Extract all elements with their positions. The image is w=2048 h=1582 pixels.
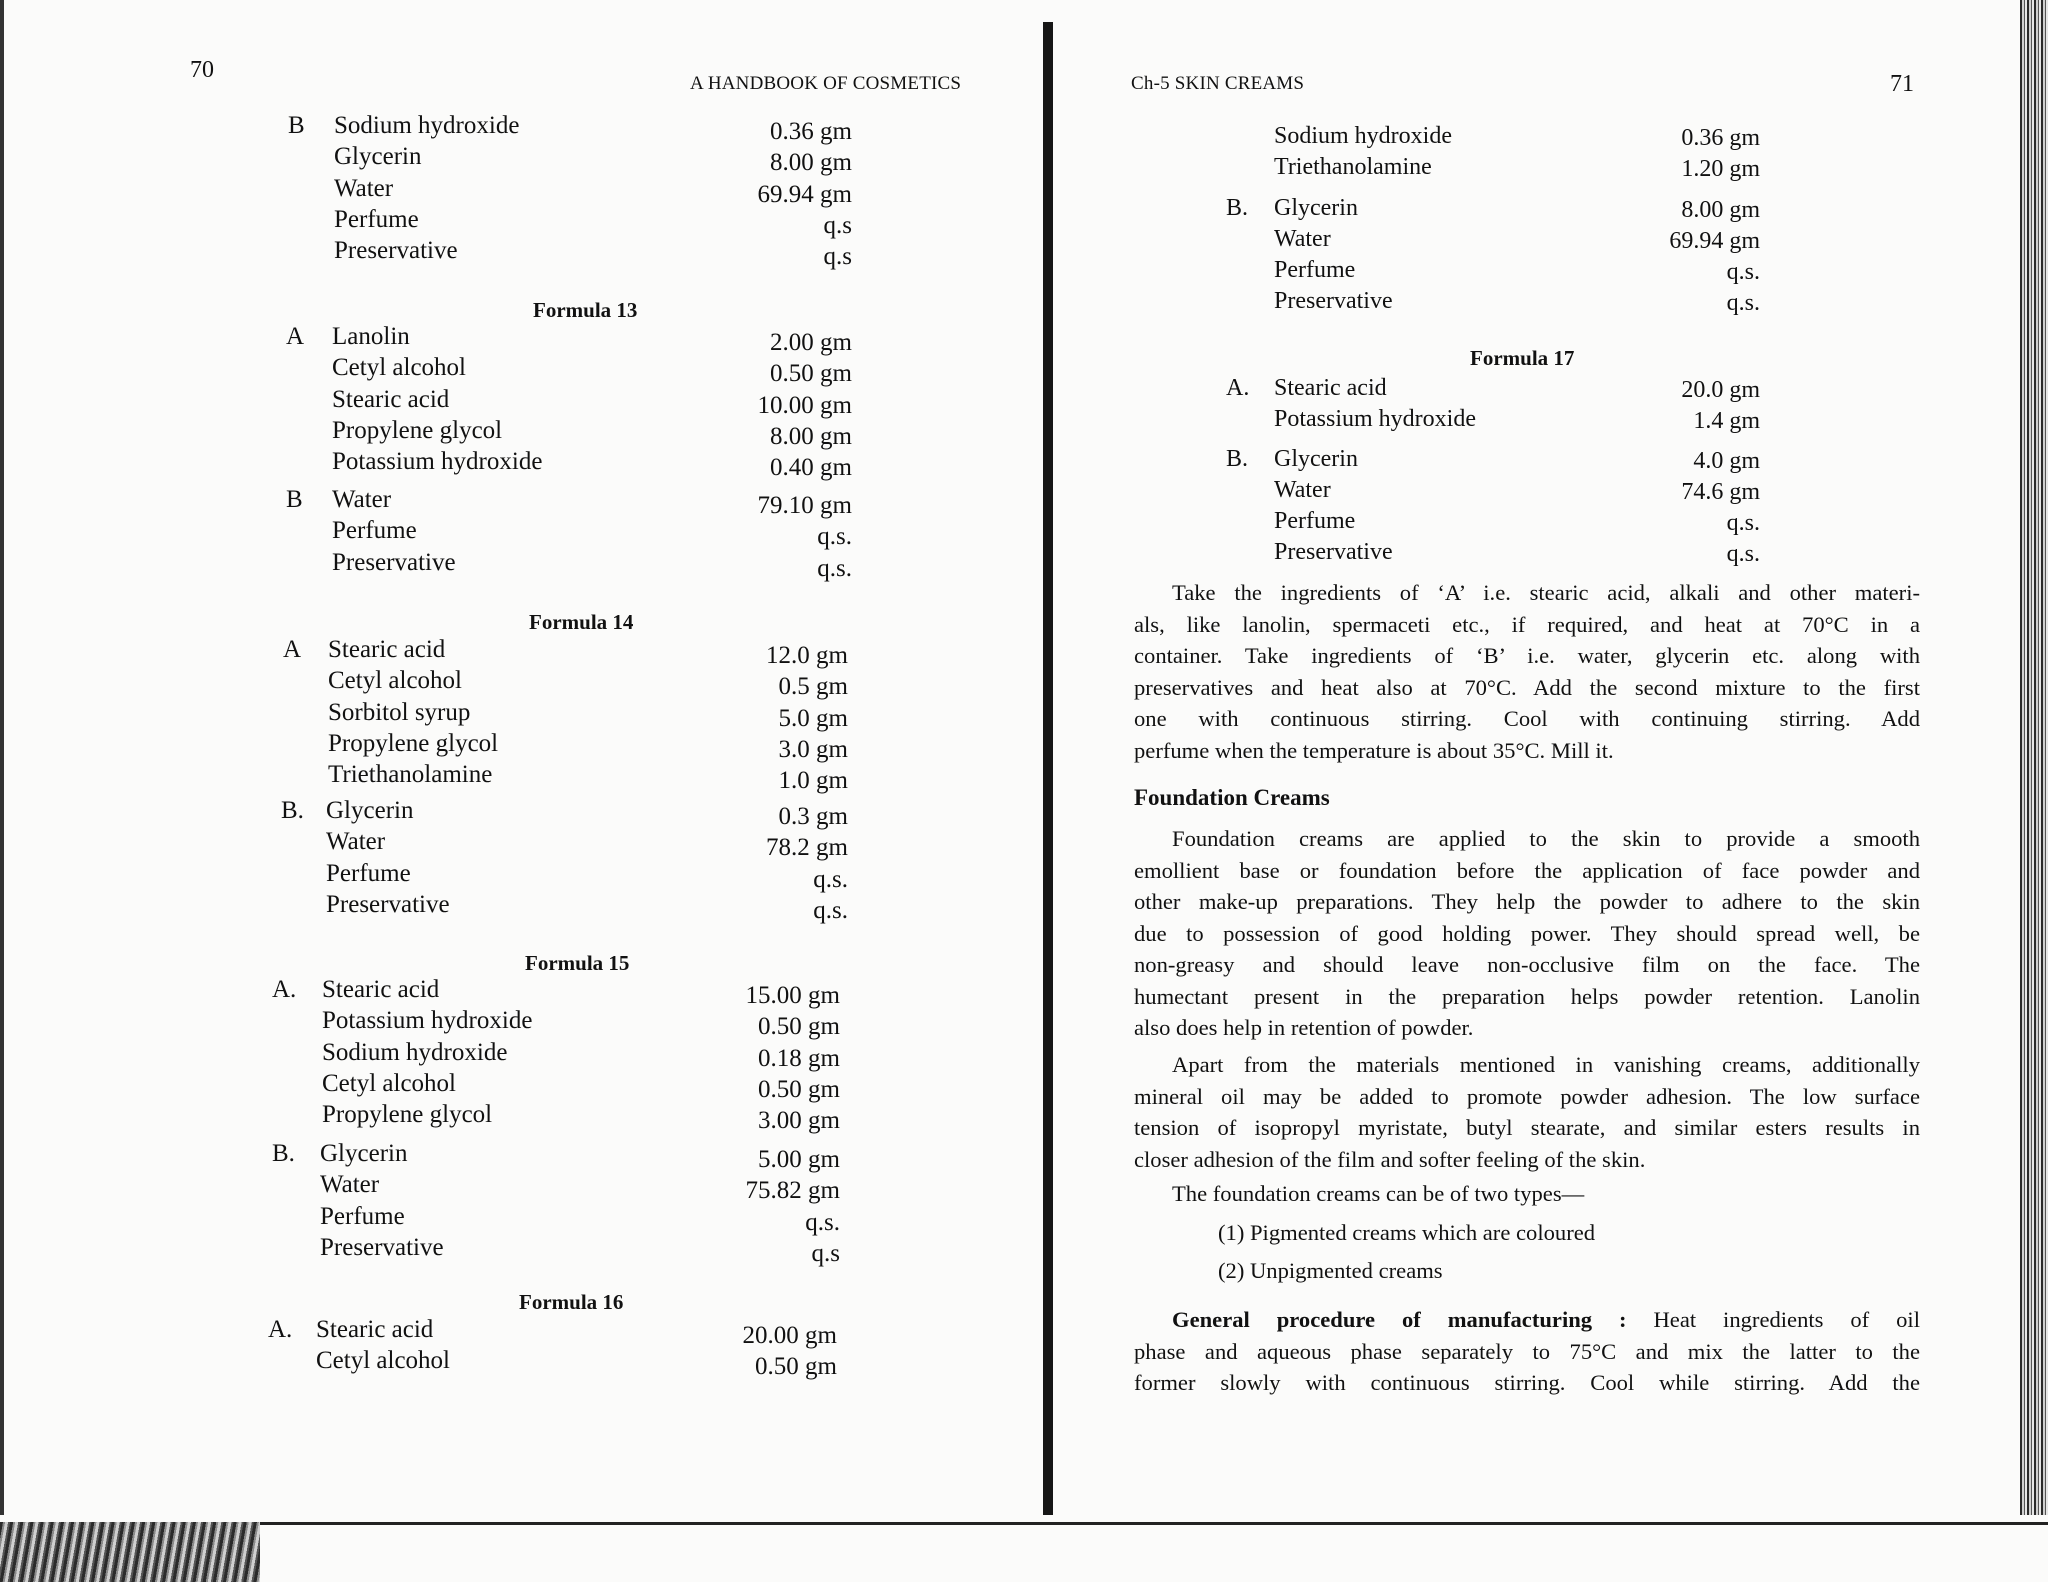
ingredient-name: Preservative <box>332 548 456 576</box>
ingredient-amount: 78.2 gm <box>766 834 848 862</box>
formula-heading: Formula 16 <box>519 1290 624 1314</box>
ingredient-amounts <box>730 327 852 483</box>
ingredient-amount: 0.50 gm <box>758 1075 840 1103</box>
formula-heading: Formula 17 <box>1470 346 1575 370</box>
ingredient-name: Glycerin <box>320 1140 408 1167</box>
ingredient-amounts <box>715 1320 837 1383</box>
ingredient-name: Water <box>326 828 386 856</box>
ingredient-name: Cetyl alcohol <box>328 667 462 695</box>
ingredient-amounts <box>1660 375 1760 437</box>
ingredient-amount: 8.00 gm <box>770 422 852 450</box>
procedure-line: Take the ingredients of ‘A’ i.e. stearic acid, alkali and other materi- <box>1172 580 1920 605</box>
page-bottom-band <box>0 1515 2048 1582</box>
ingredient-amount: q.s. <box>1726 541 1760 567</box>
ingredient-amounts <box>730 490 852 584</box>
ingredient-name: Potassium hydroxide <box>332 448 543 476</box>
foundation-line: humectant present in the preparation helps powder retention. Lanolin <box>1134 983 1920 1009</box>
ingredient-amount: 20.0 gm <box>1681 377 1760 403</box>
foundation-line: Foundation creams are applied to the skin to provide a smooth <box>1172 826 1920 851</box>
ingredient-name: Preservative <box>334 237 458 265</box>
ingredient-amount: q.s. <box>805 1208 840 1236</box>
general-procedure-text: Heat ingredients of oil <box>1626 1307 1920 1332</box>
ingredient-name: Water <box>332 486 392 513</box>
ingredient-name: Stearic acid <box>332 385 450 413</box>
ingredient-names <box>328 634 498 790</box>
ingredient-amount: 5.00 gm <box>758 1146 840 1173</box>
general-procedure-paragraph <box>1134 1304 1920 1399</box>
phase-label: A. <box>272 976 297 1003</box>
phase-label: B <box>288 112 305 139</box>
ingredient-names <box>1274 373 1476 435</box>
ingredient-name: Perfume <box>1274 508 1356 534</box>
ingredient-name: Cetyl alcohol <box>322 1069 456 1097</box>
procedure-line: als, like lanolin, spermaceti etc., if required, and heat at 70°C in a <box>1134 611 1920 637</box>
ingredient-amounts <box>1660 195 1760 319</box>
apart-line: Apart from the materials mentioned in vanishing creams, additionally <box>1172 1052 1920 1077</box>
left-running-head: A HANDBOOK OF COSMETICS <box>690 73 962 94</box>
foundation-paragraph <box>1134 823 1920 1044</box>
ingredient-name: Propylene glycol <box>332 416 503 444</box>
ingredient-name: Perfume <box>334 205 419 233</box>
ingredient-name: Propylene glycol <box>322 1101 493 1129</box>
ingredient-amount: 69.94 gm <box>757 180 852 208</box>
ingredient-amount: q.s. <box>1726 290 1760 316</box>
ingredient-amount: 79.10 gm <box>757 492 852 519</box>
ingredient-name: Stearic acid <box>1274 375 1387 401</box>
book-left-edge <box>0 0 4 1582</box>
procedure-line: container. Take ingredients of ‘B’ i.e. water, glycerin etc. along with <box>1134 643 1920 668</box>
page-bottom-rule <box>0 1522 2048 1525</box>
ingredient-name: Sodium hydroxide <box>322 1038 508 1066</box>
ingredient-name: Water <box>1274 226 1331 252</box>
apart-paragraph <box>1134 1049 1920 1175</box>
ingredient-names <box>1274 444 1393 568</box>
ingredient-amount: 1.0 gm <box>778 767 848 795</box>
ingredient-name: Water <box>1274 477 1331 503</box>
foundation-line: also does help in retention of powder. <box>1134 1015 1474 1040</box>
ingredient-name: Triethanolamine <box>328 761 493 789</box>
book-spine <box>1043 22 1053 1572</box>
foundation-line: due to possession of good holding power. They should spread well, be <box>1134 920 1920 946</box>
ingredient-amount: 8.00 gm <box>770 149 852 177</box>
ingredient-amount: 5.0 gm <box>778 704 848 732</box>
phase-label: A <box>286 323 305 350</box>
ingredient-names <box>320 1138 444 1263</box>
types-intro: The foundation creams can be of two types— <box>1172 1181 1585 1206</box>
ingredient-amount: 0.5 gm <box>778 673 848 701</box>
ingredient-amount: 8.00 gm <box>1681 197 1760 223</box>
ingredient-amount: 12.0 gm <box>766 642 848 669</box>
ingredient-amounts <box>730 801 848 926</box>
ingredient-amount: q.s. <box>1726 259 1760 285</box>
phase-label: A. <box>268 1316 293 1343</box>
ingredient-name: Water <box>320 1171 380 1199</box>
ingredient-amount: q.s. <box>813 865 848 893</box>
formula-heading: Formula 15 <box>525 951 630 975</box>
ingredient-amount: 1.4 gm <box>1693 408 1760 434</box>
ingredient-amount: 69.94 gm <box>1669 228 1760 254</box>
ingredient-name: Stearic acid <box>328 636 446 663</box>
ingredient-names <box>322 974 532 1130</box>
general-line: phase and aqueous phase separately to 75°C and mix the latter to the <box>1134 1338 1920 1364</box>
ingredient-amount: 0.36 gm <box>770 118 852 145</box>
ingredient-amount: 0.40 gm <box>770 454 852 482</box>
ingredient-names <box>332 484 456 578</box>
ingredient-amount: 3.0 gm <box>778 735 848 763</box>
ingredient-name: Glycerin <box>1274 446 1358 472</box>
procedure-line: one with continuous stirring. Cool with continuing stirring. Add <box>1134 706 1920 731</box>
formula-heading: Formula 14 <box>529 610 634 634</box>
ingredient-amounts <box>720 1144 840 1269</box>
general-line <box>1134 1304 1920 1336</box>
ingredient-amounts <box>720 980 840 1136</box>
general-procedure-label: General procedure of manufacturing : <box>1172 1307 1627 1332</box>
ingredient-amount: 0.50 gm <box>770 360 852 388</box>
ingredient-name: Propylene glycol <box>328 729 499 757</box>
ingredient-amount: 75.82 gm <box>745 1177 840 1205</box>
ingredient-amount: 20.00 gm <box>742 1322 837 1349</box>
ingredient-name: Sodium hydroxide <box>1274 123 1452 149</box>
ingredient-amount: 15.00 gm <box>745 982 840 1009</box>
right-page-number: 71 <box>1890 71 1914 97</box>
ingredient-name: Glycerin <box>326 797 414 824</box>
procedure-line: perfume when the temperature is about 35°C. Mill it. <box>1134 737 1614 763</box>
ingredient-amount: q.s. <box>1726 510 1760 536</box>
scan-shadow <box>0 1522 260 1582</box>
ingredient-amount: q.s <box>823 243 852 271</box>
ingredient-amount: 0.3 gm <box>778 803 848 830</box>
apart-line: closer adhesion of the film and softer feeling of the skin. <box>1134 1146 1646 1172</box>
ingredient-name: Preservative <box>1274 288 1393 314</box>
formula-heading: Formula 13 <box>533 298 638 322</box>
ingredient-amount: 74.6 gm <box>1681 479 1760 505</box>
left-page-number: 70 <box>190 57 214 83</box>
ingredient-amount: 0.36 gm <box>1681 125 1760 151</box>
ingredient-amount: q.s. <box>813 896 848 924</box>
ingredient-names <box>326 795 450 920</box>
ingredient-amounts <box>730 640 848 796</box>
ingredient-name: Triethanolamine <box>1274 154 1432 180</box>
ingredient-name: Glycerin <box>1274 195 1358 221</box>
ingredient-amounts <box>1660 123 1760 185</box>
foundation-line: emollient base or foundation before the application of face powder and <box>1134 857 1920 883</box>
phase-label: B. <box>272 1140 295 1167</box>
ingredient-amount: 4.0 gm <box>1693 448 1760 474</box>
procedure-paragraph <box>1134 577 1920 766</box>
ingredient-name: Potassium hydroxide <box>322 1007 533 1035</box>
right-chapter-head: Ch-5 SKIN CREAMS <box>1131 73 1305 94</box>
ingredient-name: Perfume <box>1274 257 1356 283</box>
ingredient-name: Lanolin <box>332 323 410 350</box>
foundation-line: other make-up preparations. They help the powder to adhere to the skin <box>1134 889 1920 914</box>
general-line: former slowly with continuous stirring. Cool while stirring. Add the <box>1134 1370 1920 1395</box>
book-right-edge <box>2020 0 2048 1582</box>
ingredient-names <box>1274 121 1452 183</box>
ingredient-name: Cetyl alcohol <box>332 354 466 382</box>
ingredient-name: Preservative <box>320 1233 444 1261</box>
ingredient-name: Glycerin <box>334 143 422 171</box>
ingredient-name: Perfume <box>320 1202 405 1230</box>
ingredient-names <box>316 1314 450 1377</box>
phase-label: B <box>286 486 303 513</box>
ingredient-amount: q.s. <box>817 523 852 551</box>
ingredient-amount: 2.00 gm <box>770 329 852 356</box>
ingredient-amount: q.s <box>811 1239 840 1267</box>
phase-label: A <box>283 636 302 663</box>
apart-line: tension of isopropyl myristate, butyl stearate, and similar esters results in <box>1134 1115 1920 1140</box>
ingredient-names <box>334 110 519 266</box>
ingredient-amount: 10.00 gm <box>757 391 852 419</box>
ingredient-name: Sodium hydroxide <box>334 112 520 139</box>
ingredient-name: Cetyl alcohol <box>316 1347 450 1375</box>
phase-label: B. <box>1226 195 1249 221</box>
ingredient-name: Stearic acid <box>316 1316 434 1343</box>
phase-label: B. <box>281 797 304 824</box>
ingredient-name: Sorbitol syrup <box>328 698 471 726</box>
apart-line: mineral oil may be added to promote powder adhesion. The low surface <box>1134 1083 1920 1109</box>
section-heading: Foundation Creams <box>1134 785 1330 810</box>
ingredient-name: Perfume <box>332 517 417 545</box>
foundation-line: non-greasy and should leave non-occlusive film on the face. The <box>1134 952 1920 977</box>
phase-label: A. <box>1226 375 1250 401</box>
ingredient-amounts <box>730 116 852 272</box>
ingredient-amount: 1.20 gm <box>1681 156 1760 182</box>
ingredient-names <box>1274 193 1393 317</box>
ingredient-amount: q.s. <box>817 554 852 582</box>
procedure-line: preservatives and heat also at 70°C. Add the second mixture to the first <box>1134 674 1920 700</box>
type-item: (2) Unpigmented creams <box>1218 1258 1443 1283</box>
ingredient-amounts <box>1660 446 1760 570</box>
ingredient-names <box>332 321 542 477</box>
ingredient-name: Preservative <box>326 890 450 918</box>
ingredient-amount: 0.50 gm <box>758 1013 840 1041</box>
ingredient-amount: 3.00 gm <box>758 1107 840 1135</box>
ingredient-amount: 0.18 gm <box>758 1044 840 1072</box>
ingredient-name: Perfume <box>326 859 411 887</box>
type-item: (1) Pigmented creams which are coloured <box>1218 1220 1596 1245</box>
ingredient-amount: 0.50 gm <box>755 1353 837 1381</box>
ingredient-name: Stearic acid <box>322 976 440 1003</box>
ingredient-name: Potassium hydroxide <box>1274 406 1476 432</box>
phase-label: B. <box>1226 446 1249 472</box>
ingredient-name: Preservative <box>1274 539 1393 565</box>
ingredient-amount: q.s <box>823 211 852 239</box>
ingredient-name: Water <box>334 174 394 202</box>
